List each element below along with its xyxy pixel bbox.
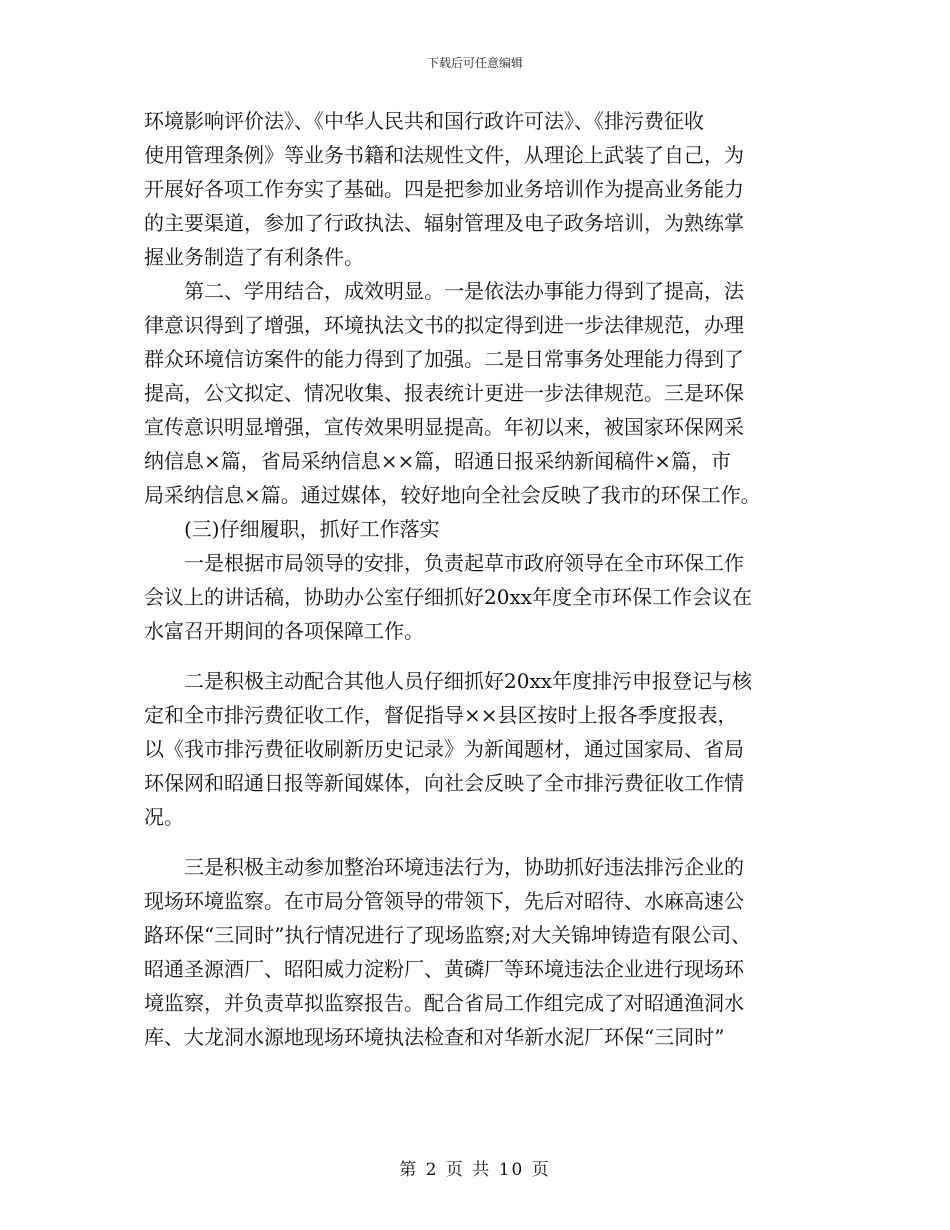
- text-line: 群众环境信访案件的能力得到了加强。二是日常事务处理能力得到了: [144, 347, 744, 371]
- text-line: 使用管理条例》等业务书籍和法规性文件，从理论上武装了自己，为: [144, 143, 744, 167]
- text-line: 开展好各项工作夯实了基础。四是把参加业务培训作为提高业务能力: [144, 177, 744, 201]
- text-line: 第二、学用结合，成效明显。一是依法办事能力得到了提高，法: [184, 279, 744, 303]
- text-line: 宣传意识明显增强，宣传效果明显提高。年初以来，被国家环保网采: [144, 415, 744, 439]
- text-line: 握业务制造了有利条件。: [144, 245, 364, 269]
- text-line: 二是积极主动配合其他人员仔细抓好20xx年度排污申报登记与核: [184, 669, 753, 693]
- section-heading: (三)仔细履职，抓好工作落实: [184, 517, 440, 541]
- text-line: 库、大龙洞水源地现场环境执法检查和对华新水泥厂环保“三同时”: [144, 1025, 725, 1049]
- document-body: [144, 104, 834, 1054]
- text-line: 的主要渠道，参加了行政执法、辐射管理及电子政务培训，为熟练掌: [144, 211, 744, 235]
- header-note: 下载后可任意编辑: [426, 56, 523, 70]
- text-line: 路环保“三同时”执行情况进行了现场监察;对大关锦坤铸造有限公司、: [144, 923, 752, 947]
- text-line: 提高，公文拟定、情况收集、报表统计更进一步法律规范。三是环保: [144, 381, 744, 405]
- text-line: 纳信息×篇，省局采纳信息××篇，昭通日报采纳新闻稿件×篇，市: [144, 449, 732, 473]
- text-line: 三是积极主动参加整治环境违法行为，协助抓好违法排污企业的: [184, 855, 744, 879]
- text-line: 局采纳信息×篇。通过媒体，较好地向全社会反映了我市的环保工作。: [144, 483, 761, 507]
- text-line: 一是根据市局领导的安排，负责起草市政府领导在全市环保工作: [184, 551, 744, 575]
- text-line: 以《我市排污费征收刷新历史记录》为新闻题材，通过国家局、省局: [144, 737, 744, 761]
- text-line: 环境影响评价法》、《中华人民共和国行政许可法》、《排污费征收: [144, 109, 704, 133]
- text-line: 况。: [144, 805, 184, 829]
- text-line: 昭通圣源酒厂、昭阳威力淀粉厂、黄磷厂等环境违法企业进行现场环: [144, 957, 744, 981]
- text-line: 会议上的讲话稿，协助办公室仔细抓好20xx年度全市环保工作会议在: [144, 585, 753, 609]
- text-line: 定和全市排污费征收工作，督促指导××县区按时上报各季度报表，: [144, 703, 738, 727]
- text-line: 律意识得到了增强，环境执法文书的拟定得到进一步法律规范，办理: [144, 313, 744, 337]
- text-line: 环保网和昭通日报等新闻媒体，向社会反映了全市排污费征收工作情: [144, 771, 744, 795]
- text-line: 境监察，并负责草拟监察报告。配合省局工作组完成了对昭通渔洞水: [144, 991, 744, 1015]
- page-number-footer: 第 2 页 共 10 页: [399, 1160, 551, 1180]
- text-line: 现场环境监察。在市局分管领导的带领下，先后对昭待、水麻高速公: [144, 889, 744, 913]
- text-line: 水富召开期间的各项保障工作。: [144, 619, 424, 643]
